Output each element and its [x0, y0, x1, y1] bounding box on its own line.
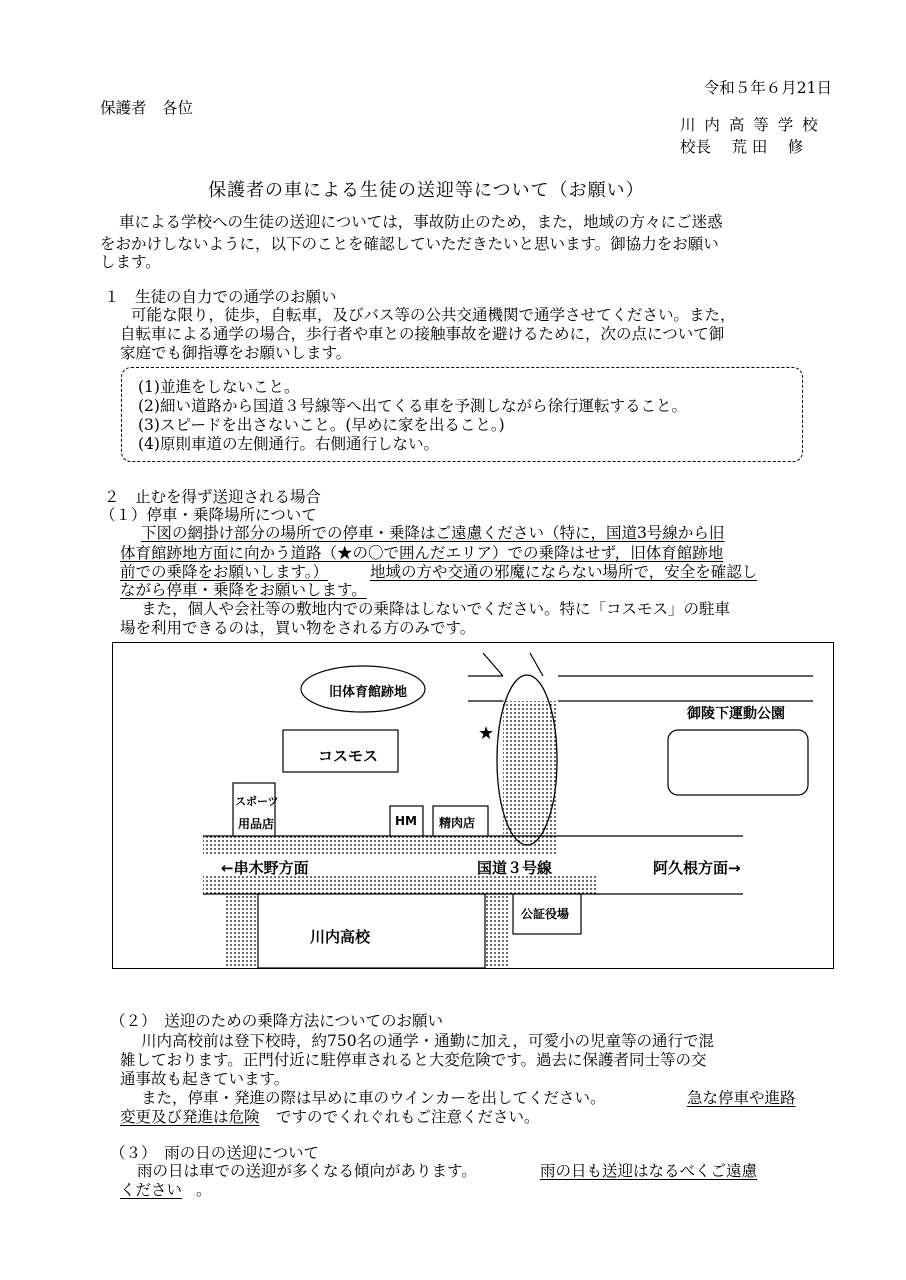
- sub3-line: 雨の日は車での送迎が多くなる傾向があります。: [137, 1162, 477, 1180]
- page-title: 保護者の車による生徒の送迎等について（お願い）: [208, 180, 645, 201]
- sub2-line: 通事故も起きています。: [120, 1070, 290, 1088]
- addressee: 保護者 各位: [100, 99, 194, 117]
- sub1-line: ながら停車・乗降をお願いします。: [120, 581, 367, 599]
- label-old-gym: 旧体育館跡地: [329, 685, 408, 700]
- sub2-line: 川内高校前は登下校時，約750名の通学・通勤に加え，可愛小の児童等の通行で混: [141, 1032, 715, 1050]
- sub1-line: 場を利用できるのは，買い物をされる方のみです。: [120, 619, 476, 637]
- rule-item: (3)スピードを出さないこと。(早めに家を出ること。): [138, 416, 505, 434]
- label-public-office: 公証役場: [521, 907, 570, 921]
- intro-line: をおかけしないように，以下のことを確認していただきたいと思います。御協力をお願い: [100, 235, 719, 253]
- intro-line: 車による学校への生徒の送迎については，事故防止のため，また，地域の方々にご迷惑: [119, 213, 723, 231]
- sub3-heading: （３） 雨の日の送迎について: [110, 1144, 319, 1162]
- sub1-line: 前での乗降をお願いします。）: [120, 563, 329, 581]
- rule-item: (1)並進をしないこと。: [138, 378, 300, 396]
- section2-heading: ２ 止むを得ず送迎される場合: [104, 488, 322, 506]
- rule-item: (4)原則車道の左側通行。右側通行しない。: [138, 435, 439, 453]
- park-area: [668, 730, 808, 795]
- section1-body: 家庭でも御指導をお願いします。: [120, 344, 352, 362]
- star-marker: ★: [478, 723, 495, 744]
- sub2-line-underlined: 急な停車や進路: [687, 1089, 796, 1107]
- sub2-line: また，停車・発進の際は早めに車のウインカーを出してください。: [141, 1089, 606, 1107]
- label-cosmos: コスモス: [318, 747, 379, 765]
- rule-item: (2)細い道路から国道３号線等へ出てくる車を予測しながら徐行運転すること。: [138, 397, 687, 415]
- sub1-line: 体育館跡地方面に向かう道路（★の〇で囲んだエリア）での乗降はせず，旧体育館跡地: [120, 544, 724, 562]
- label-right-direction: 阿久根方面→: [653, 859, 741, 877]
- school-building: [258, 894, 485, 968]
- date: 令和５年６月21日: [703, 79, 832, 97]
- shaded-school-east: [485, 894, 509, 968]
- label-school: 川内高校: [310, 928, 371, 946]
- sub2-line: ですのでくれぐれもご注意ください。: [276, 1108, 540, 1126]
- shaded-sidewalk-north: [203, 836, 558, 854]
- school-name: 川 内 高 等 学 校: [680, 116, 820, 134]
- sub2-line-underlined: 変更及び発進は危険: [120, 1108, 260, 1126]
- label-sports-shop: 用品店: [238, 817, 275, 831]
- sub2-line: 雑しております。正門付近に駐停車されると大変危険です。過去に保護者同士等の交: [120, 1051, 707, 1069]
- sub2-heading: （２） 送迎のための乗降方法についてのお願い: [110, 1012, 443, 1030]
- principal-name: 校長 荒 田 修: [680, 138, 804, 156]
- label-sports-shop: スポーツ: [235, 795, 279, 808]
- sub1-line: 地域の方や交通の邪魔にならない場所で，安全を確認し: [370, 563, 758, 581]
- sub3-line: 。: [196, 1181, 212, 1199]
- sub3-line-underlined: 雨の日も送迎はなるべくご遠慮: [540, 1162, 758, 1180]
- sub1-line: また，個人や会社等の敷地内での乗降はしないでください。特に「コスモス」の駐車: [141, 600, 731, 618]
- label-hm: HM: [395, 814, 417, 828]
- label-butcher: 精肉店: [439, 816, 476, 830]
- shaded-school-west: [226, 894, 258, 968]
- section1-heading: １ 生徒の自力での通学のお願い: [104, 288, 337, 306]
- area-map: [112, 642, 834, 969]
- intro-line: します。: [100, 253, 161, 271]
- label-park: 御陵下運動公園: [687, 706, 785, 722]
- shaded-sidewalk-south: [203, 876, 598, 894]
- section1-body: 自転車による通学の場合，歩行者や車との接触事故を避けるために，次の点について御: [120, 325, 725, 343]
- label-left-direction: ←串木野方面: [221, 859, 309, 877]
- sub1-line: 下図の網掛け部分の場所での停車・乗降はご遠慮ください（特に，国道3号線から旧: [141, 524, 725, 542]
- map-drawing: [113, 643, 833, 968]
- section1-body: 可能な限り，徒歩，自転車，及びバス等の公共交通機関で通学させてください。また，: [131, 306, 736, 324]
- sub3-line-underlined: ください: [120, 1181, 183, 1199]
- label-route: 国道３号線: [477, 859, 553, 877]
- sub1-heading: （１）停車・乗降場所について: [100, 506, 317, 524]
